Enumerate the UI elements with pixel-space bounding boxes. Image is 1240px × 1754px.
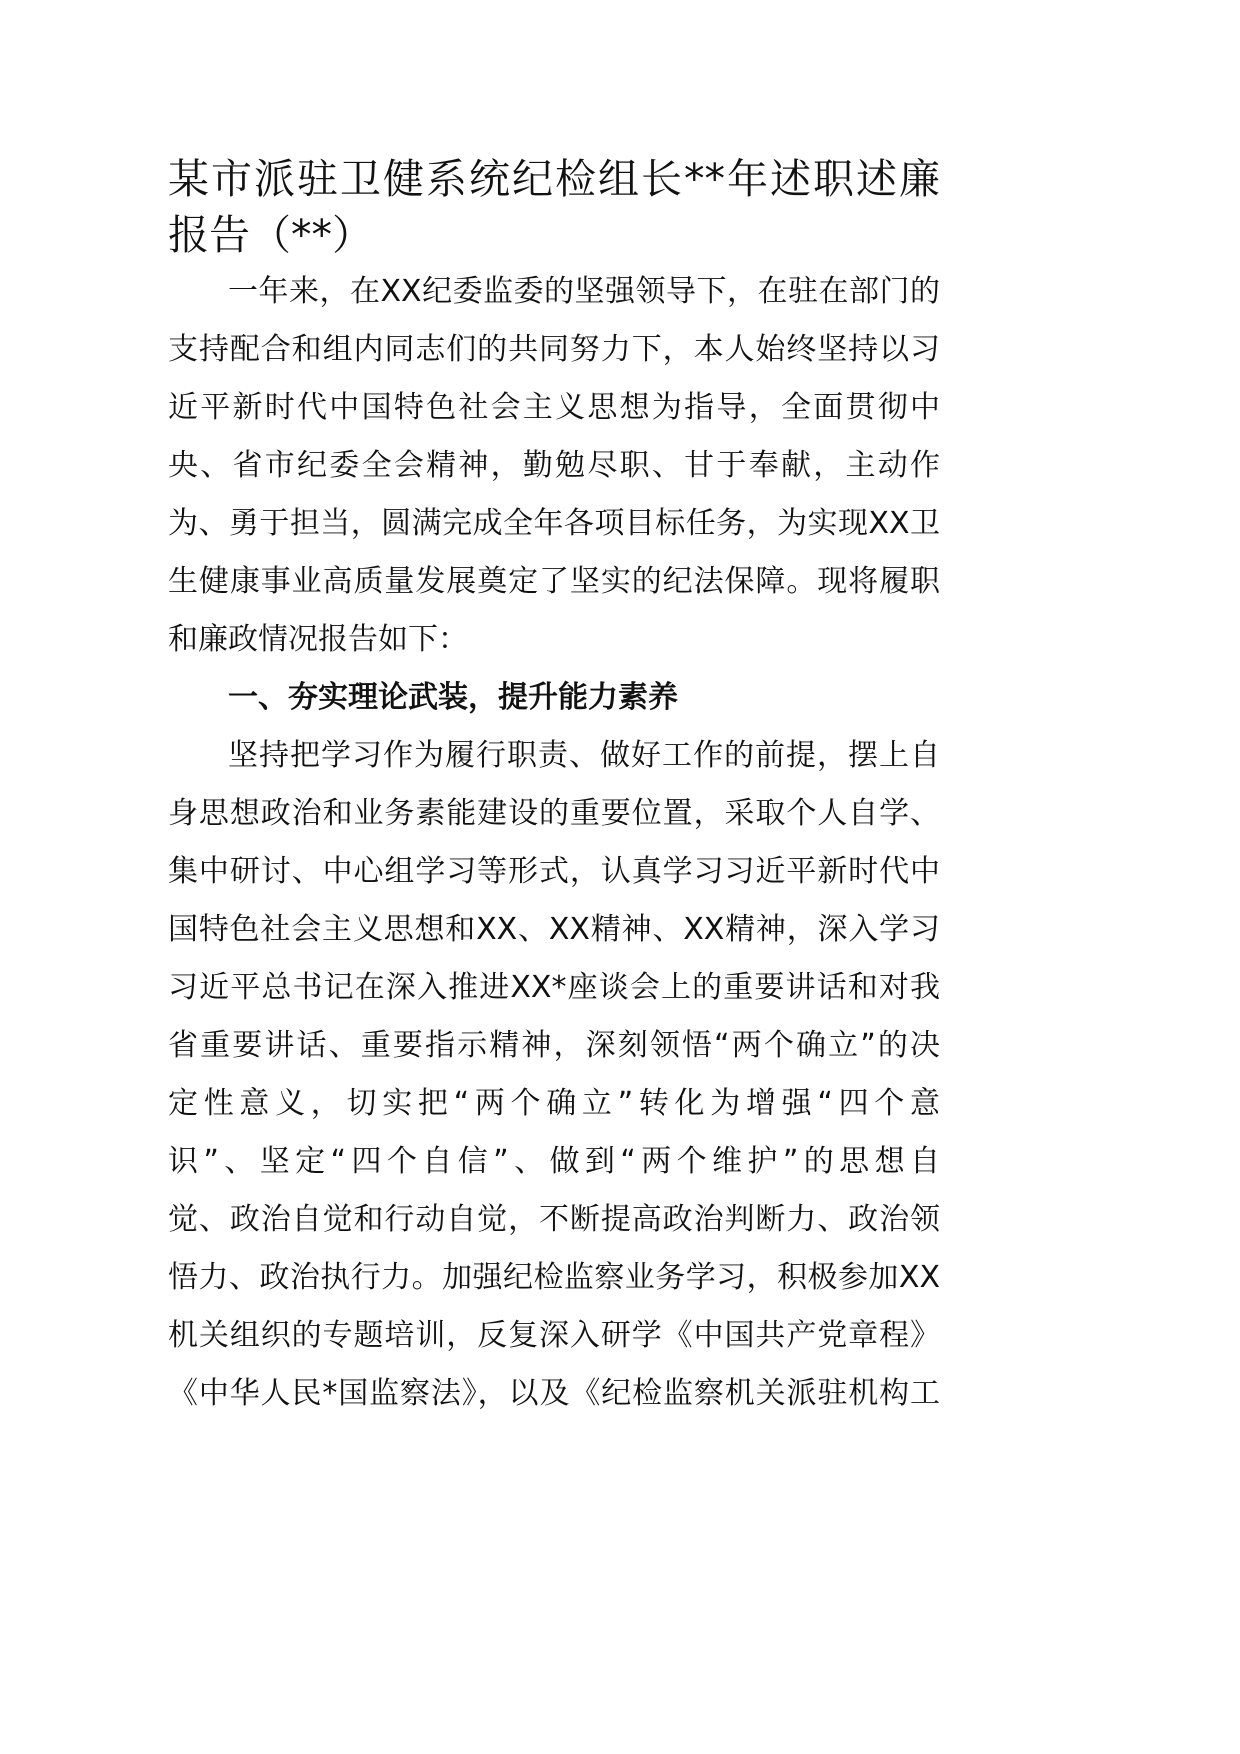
text-line: 《中华人民*国监察法》，以及《纪检监察机关派驻机构工 — [168, 1376, 940, 1411]
text-line: 坚持把学习作为履行职责、做好工作的前提，摆上自 — [228, 738, 940, 773]
document-title — [168, 151, 940, 263]
text-line: 识”、坚定“四个自信”、做到“两个维护”的思想自 — [168, 1144, 940, 1179]
text-line: 定性意义，切实把“两个确立”转化为增强“四个意 — [168, 1086, 940, 1121]
text-line: 一年来，在XX纪委监委的坚强领导下，在驻在部门的 — [228, 274, 940, 309]
title-line-2: 报告（**） — [168, 211, 373, 259]
text-line: 省重要讲话、重要指示精神，深刻领悟“两个确立”的决 — [168, 1028, 940, 1063]
title-line-1: 某市派驻卫健系统纪检组长**年述职述廉 — [168, 155, 940, 203]
text-line: 习近平总书记在深入推进XX*座谈会上的重要讲话和对我 — [168, 970, 940, 1005]
text-line: 为、勇于担当，圆满完成全年各项目标任务，为实现XX卫 — [168, 506, 940, 541]
text-line: 和廉政情况报告如下： — [168, 622, 468, 657]
text-line: 机关组织的专题培训，反复深入研学《中国共产党章程》 — [168, 1318, 940, 1353]
document-page — [168, 151, 940, 1423]
paragraph-intro — [168, 263, 940, 669]
text-line: 生健康事业高质量发展奠定了坚实的纪法保障。现将履职 — [168, 564, 940, 599]
section-heading-1 — [168, 669, 940, 727]
text-line: 央、省市纪委全会精神，勤勉尽职、甘于奉献，主动作 — [168, 448, 940, 483]
text-line: 觉、政治自觉和行动自觉，不断提高政治判断力、政治领 — [168, 1202, 940, 1237]
section-heading: 一、夯实理论武装，提升能力素养 — [228, 680, 678, 715]
text-line: 身思想政治和业务素能建设的重要位置，采取个人自学、 — [168, 796, 940, 831]
text-line: 集中研讨、中心组学习等形式，认真学习习近平新时代中 — [168, 854, 940, 889]
text-line: 国特色社会主义思想和XX、XX精神、XX精神，深入学习 — [168, 912, 940, 947]
text-line: 悟力、政治执行力。加强纪检监察业务学习，积极参加XX — [168, 1260, 940, 1295]
document-body — [168, 263, 940, 1423]
text-line: 近平新时代中国特色社会主义思想为指导，全面贯彻中 — [168, 390, 940, 425]
text-line: 支持配合和组内同志们的共同努力下，本人始终坚持以习 — [168, 332, 940, 367]
paragraph-study — [168, 727, 940, 1423]
